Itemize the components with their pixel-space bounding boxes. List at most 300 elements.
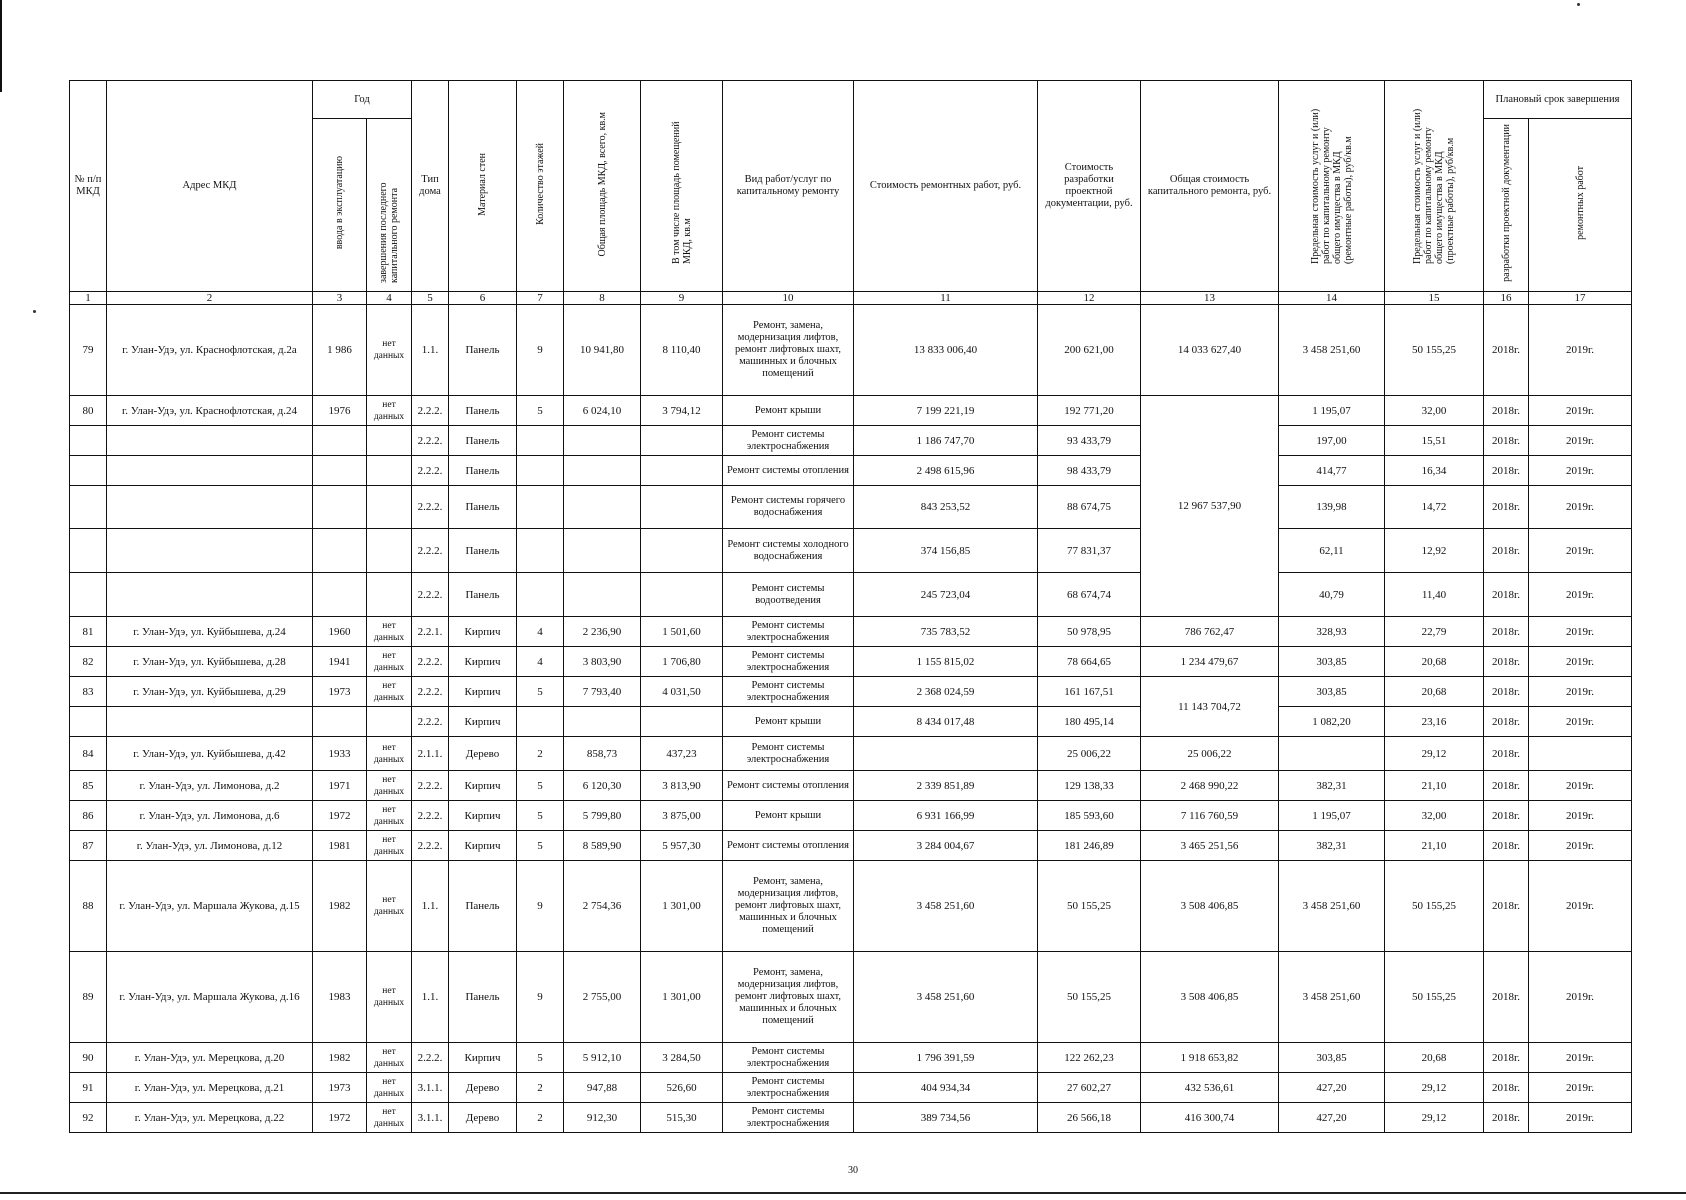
column-number: 10 — [723, 292, 854, 305]
cell-year-commission: 1982 — [313, 1043, 367, 1073]
cell-work-type: Ремонт системы горячего водоснабжения — [723, 486, 854, 529]
cell-design-cost: 192 771,20 — [1038, 396, 1141, 426]
cell-total-area: 6 120,30 — [564, 771, 641, 801]
scan-speck — [1577, 3, 1580, 6]
cell-premises-area: 3 284,50 — [641, 1043, 723, 1073]
cell-year-commission — [313, 456, 367, 486]
cell-total-area — [564, 529, 641, 573]
cell-total-cost: 416 300,74 — [1141, 1103, 1279, 1133]
table-row — [70, 737, 1632, 771]
cell-year-commission: 1960 — [313, 617, 367, 647]
cell-house-type: 2.2.2. — [412, 529, 449, 573]
cell-limit-design: 14,72 — [1385, 486, 1484, 529]
cell-total-cost: 12 967 537,90 — [1141, 396, 1279, 617]
table-row — [70, 456, 1632, 486]
cell-premises-area — [641, 707, 723, 737]
cell-address: г. Улан-Удэ, ул. Краснофлотская, д.2а — [107, 305, 313, 396]
cell-deadline-repair: 2019г. — [1529, 861, 1632, 952]
repair-program-table — [69, 80, 1632, 1133]
cell-wall-material: Панель — [449, 573, 517, 617]
cell-floors: 9 — [517, 305, 564, 396]
cell-num — [70, 529, 107, 573]
cell-wall-material: Панель — [449, 952, 517, 1043]
table-row — [70, 1103, 1632, 1133]
cell-deadline-repair: 2019г. — [1529, 707, 1632, 737]
cell-year-commission — [313, 486, 367, 529]
cell-limit-repair: 40,79 — [1279, 573, 1385, 617]
cell-year-last-repair: нет данных — [367, 1073, 412, 1103]
cell-wall-material: Кирпич — [449, 617, 517, 647]
cell-repair-cost: 389 734,56 — [854, 1103, 1038, 1133]
cell-deadline-repair: 2019г. — [1529, 305, 1632, 396]
scan-edge-mark — [0, 1192, 1686, 1194]
cell-house-type: 2.1.1. — [412, 737, 449, 771]
cell-year-commission — [313, 529, 367, 573]
cell-total-area — [564, 456, 641, 486]
cell-design-cost: 68 674,74 — [1038, 573, 1141, 617]
cell-address: г. Улан-Удэ, ул. Куйбышева, д.24 — [107, 617, 313, 647]
cell-floors: 5 — [517, 396, 564, 426]
table-row — [70, 573, 1632, 617]
cell-house-type: 2.2.2. — [412, 456, 449, 486]
cell-repair-cost: 3 458 251,60 — [854, 861, 1038, 952]
cell-limit-design: 50 155,25 — [1385, 952, 1484, 1043]
cell-deadline-design: 2018г. — [1484, 426, 1529, 456]
cell-premises-area — [641, 426, 723, 456]
cell-work-type: Ремонт, замена, модернизация лифтов, ремонт лифтовых шахт, машинных и блочных помещений — [723, 861, 854, 952]
cell-house-type: 1.1. — [412, 305, 449, 396]
cell-deadline-repair: 2019г. — [1529, 426, 1632, 456]
cell-house-type: 2.2.1. — [412, 617, 449, 647]
cell-deadline-design: 2018г. — [1484, 617, 1529, 647]
cell-house-type: 1.1. — [412, 861, 449, 952]
table-body — [70, 305, 1632, 1133]
cell-total-cost: 2 468 990,22 — [1141, 771, 1279, 801]
cell-house-type: 2.2.2. — [412, 647, 449, 677]
column-number: 6 — [449, 292, 517, 305]
cell-address: г. Улан-Удэ, ул. Куйбышева, д.42 — [107, 737, 313, 771]
cell-year-last-repair: нет данных — [367, 396, 412, 426]
column-numbers-row — [70, 292, 1632, 305]
cell-limit-repair: 1 195,07 — [1279, 396, 1385, 426]
cell-house-type: 3.1.1. — [412, 1103, 449, 1133]
cell-year-commission: 1983 — [313, 952, 367, 1043]
cell-deadline-repair: 2019г. — [1529, 617, 1632, 647]
cell-year-commission: 1933 — [313, 737, 367, 771]
cell-premises-area: 437,23 — [641, 737, 723, 771]
cell-work-type: Ремонт крыши — [723, 707, 854, 737]
cell-total-area: 7 793,40 — [564, 677, 641, 707]
table-row — [70, 305, 1632, 396]
cell-wall-material: Панель — [449, 396, 517, 426]
cell-num: 91 — [70, 1073, 107, 1103]
cell-year-commission — [313, 573, 367, 617]
cell-premises-area: 3 875,00 — [641, 801, 723, 831]
cell-repair-cost: 3 458 251,60 — [854, 952, 1038, 1043]
cell-address — [107, 573, 313, 617]
cell-deadline-repair: 2019г. — [1529, 529, 1632, 573]
cell-total-cost: 14 033 627,40 — [1141, 305, 1279, 396]
cell-limit-repair: 382,31 — [1279, 831, 1385, 861]
header-deadline-repair: ремонтных работ — [1529, 119, 1632, 292]
cell-deadline-design: 2018г. — [1484, 737, 1529, 771]
header-wall-material: Материал стен — [449, 81, 517, 292]
cell-total-area: 8 589,90 — [564, 831, 641, 861]
cell-work-type: Ремонт, замена, модернизация лифтов, ремонт лифтовых шахт, машинных и блочных помещений — [723, 952, 854, 1043]
cell-floors: 5 — [517, 677, 564, 707]
cell-repair-cost: 13 833 006,40 — [854, 305, 1038, 396]
cell-limit-repair — [1279, 737, 1385, 771]
cell-limit-design: 20,68 — [1385, 1043, 1484, 1073]
cell-year-last-repair: нет данных — [367, 1103, 412, 1133]
header-limit-repair: Предельная стоимость услуг и (или) работ по капитальному ремонту общего имущества в МКД (ремонтные работы), руб/кв.м — [1279, 81, 1385, 292]
cell-total-cost: 1 918 653,82 — [1141, 1043, 1279, 1073]
table-row — [70, 617, 1632, 647]
cell-wall-material: Панель — [449, 529, 517, 573]
cell-wall-material: Кирпич — [449, 1043, 517, 1073]
cell-address: г. Улан-Удэ, ул. Краснофлотская, д.24 — [107, 396, 313, 426]
cell-floors: 4 — [517, 647, 564, 677]
cell-total-area: 2 755,00 — [564, 952, 641, 1043]
cell-wall-material: Кирпич — [449, 771, 517, 801]
table-row — [70, 426, 1632, 456]
cell-work-type: Ремонт системы отопления — [723, 831, 854, 861]
cell-work-type: Ремонт системы отопления — [723, 456, 854, 486]
cell-limit-design: 21,10 — [1385, 771, 1484, 801]
cell-total-cost: 25 006,22 — [1141, 737, 1279, 771]
cell-repair-cost: 1 796 391,59 — [854, 1043, 1038, 1073]
cell-design-cost: 129 138,33 — [1038, 771, 1141, 801]
cell-total-area: 3 803,90 — [564, 647, 641, 677]
cell-address: г. Улан-Удэ, ул. Мерецкова, д.21 — [107, 1073, 313, 1103]
cell-num: 90 — [70, 1043, 107, 1073]
cell-work-type: Ремонт системы электроснабжения — [723, 617, 854, 647]
cell-limit-design: 32,00 — [1385, 396, 1484, 426]
cell-total-area: 912,30 — [564, 1103, 641, 1133]
cell-deadline-design: 2018г. — [1484, 801, 1529, 831]
cell-num — [70, 707, 107, 737]
header-repair-cost: Стоимость ремонтных работ, руб. — [854, 81, 1038, 292]
header-year-commission: ввода в эксплуатацию — [313, 119, 367, 292]
cell-limit-repair: 414,77 — [1279, 456, 1385, 486]
column-number: 2 — [107, 292, 313, 305]
cell-year-last-repair — [367, 486, 412, 529]
cell-limit-repair: 139,98 — [1279, 486, 1385, 529]
cell-total-area — [564, 426, 641, 456]
cell-repair-cost: 1 186 747,70 — [854, 426, 1038, 456]
cell-limit-repair: 303,85 — [1279, 647, 1385, 677]
header-year: Год — [313, 81, 412, 119]
header-total-area: Общая площадь МКД, всего, кв.м — [564, 81, 641, 292]
cell-year-commission: 1941 — [313, 647, 367, 677]
cell-repair-cost: 6 931 166,99 — [854, 801, 1038, 831]
cell-year-commission: 1973 — [313, 1073, 367, 1103]
cell-premises-area: 1 501,60 — [641, 617, 723, 647]
cell-work-type: Ремонт, замена, модернизация лифтов, ремонт лифтовых шахт, машинных и блочных помещений — [723, 305, 854, 396]
cell-limit-design: 20,68 — [1385, 647, 1484, 677]
cell-deadline-repair: 2019г. — [1529, 573, 1632, 617]
cell-deadline-repair: 2019г. — [1529, 486, 1632, 529]
table-row — [70, 952, 1632, 1043]
column-number: 16 — [1484, 292, 1529, 305]
cell-premises-area: 1 706,80 — [641, 647, 723, 677]
cell-address: г. Улан-Удэ, ул. Лимонова, д.2 — [107, 771, 313, 801]
cell-deadline-repair: 2019г. — [1529, 831, 1632, 861]
cell-design-cost: 50 155,25 — [1038, 952, 1141, 1043]
cell-year-last-repair — [367, 426, 412, 456]
column-number: 11 — [854, 292, 1038, 305]
table-row — [70, 707, 1632, 737]
cell-floors — [517, 426, 564, 456]
cell-design-cost: 78 664,65 — [1038, 647, 1141, 677]
cell-wall-material: Кирпич — [449, 647, 517, 677]
cell-limit-design: 22,79 — [1385, 617, 1484, 647]
cell-limit-design: 29,12 — [1385, 737, 1484, 771]
cell-design-cost: 93 433,79 — [1038, 426, 1141, 456]
table-row — [70, 771, 1632, 801]
cell-limit-repair: 328,93 — [1279, 617, 1385, 647]
cell-address: г. Улан-Удэ, ул. Маршала Жукова, д.16 — [107, 952, 313, 1043]
cell-total-cost: 3 508 406,85 — [1141, 952, 1279, 1043]
cell-house-type: 2.2.2. — [412, 396, 449, 426]
cell-premises-area: 5 957,30 — [641, 831, 723, 861]
cell-design-cost: 27 602,27 — [1038, 1073, 1141, 1103]
cell-limit-design: 32,00 — [1385, 801, 1484, 831]
cell-repair-cost: 735 783,52 — [854, 617, 1038, 647]
cell-total-cost: 1 234 479,67 — [1141, 647, 1279, 677]
cell-house-type: 2.2.2. — [412, 831, 449, 861]
table-row — [70, 801, 1632, 831]
cell-deadline-repair: 2019г. — [1529, 396, 1632, 426]
cell-deadline-design: 2018г. — [1484, 1103, 1529, 1133]
cell-design-cost: 88 674,75 — [1038, 486, 1141, 529]
column-number: 9 — [641, 292, 723, 305]
cell-repair-cost: 8 434 017,48 — [854, 707, 1038, 737]
cell-limit-design: 11,40 — [1385, 573, 1484, 617]
cell-floors — [517, 529, 564, 573]
cell-wall-material: Кирпич — [449, 831, 517, 861]
cell-year-last-repair: нет данных — [367, 677, 412, 707]
cell-num: 92 — [70, 1103, 107, 1133]
cell-floors: 2 — [517, 737, 564, 771]
cell-limit-repair: 62,11 — [1279, 529, 1385, 573]
cell-limit-design: 23,16 — [1385, 707, 1484, 737]
cell-deadline-design: 2018г. — [1484, 529, 1529, 573]
cell-deadline-design: 2018г. — [1484, 573, 1529, 617]
cell-wall-material: Дерево — [449, 1103, 517, 1133]
cell-address — [107, 529, 313, 573]
cell-num: 89 — [70, 952, 107, 1043]
cell-year-last-repair: нет данных — [367, 861, 412, 952]
cell-premises-area: 8 110,40 — [641, 305, 723, 396]
scan-edge-mark — [0, 0, 2, 92]
cell-deadline-design: 2018г. — [1484, 861, 1529, 952]
cell-total-area: 5 799,80 — [564, 801, 641, 831]
cell-year-last-repair: нет данных — [367, 305, 412, 396]
cell-house-type: 1.1. — [412, 952, 449, 1043]
cell-limit-repair: 1 082,20 — [1279, 707, 1385, 737]
cell-premises-area — [641, 456, 723, 486]
cell-repair-cost: 1 155 815,02 — [854, 647, 1038, 677]
table-row — [70, 831, 1632, 861]
cell-address — [107, 486, 313, 529]
cell-wall-material: Панель — [449, 456, 517, 486]
cell-total-cost: 3 465 251,56 — [1141, 831, 1279, 861]
cell-year-commission: 1981 — [313, 831, 367, 861]
cell-limit-repair: 3 458 251,60 — [1279, 861, 1385, 952]
cell-year-last-repair — [367, 707, 412, 737]
table-row — [70, 1073, 1632, 1103]
cell-limit-design: 29,12 — [1385, 1103, 1484, 1133]
cell-limit-design: 50 155,25 — [1385, 305, 1484, 396]
cell-deadline-design: 2018г. — [1484, 305, 1529, 396]
cell-num: 87 — [70, 831, 107, 861]
cell-deadline-design: 2018г. — [1484, 831, 1529, 861]
cell-total-cost: 11 143 704,72 — [1141, 677, 1279, 737]
cell-repair-cost: 2 339 851,89 — [854, 771, 1038, 801]
cell-premises-area — [641, 529, 723, 573]
cell-deadline-design: 2018г. — [1484, 1043, 1529, 1073]
cell-premises-area: 1 301,00 — [641, 861, 723, 952]
cell-wall-material: Панель — [449, 426, 517, 456]
cell-limit-repair: 3 458 251,60 — [1279, 305, 1385, 396]
cell-limit-repair: 303,85 — [1279, 677, 1385, 707]
cell-limit-repair: 303,85 — [1279, 1043, 1385, 1073]
cell-deadline-design: 2018г. — [1484, 952, 1529, 1043]
cell-deadline-repair: 2019г. — [1529, 771, 1632, 801]
cell-work-type: Ремонт системы отопления — [723, 771, 854, 801]
column-number: 15 — [1385, 292, 1484, 305]
header-deadline-design: разработки проектной документации — [1484, 119, 1529, 292]
cell-design-cost: 185 593,60 — [1038, 801, 1141, 831]
header-limit-design: Предельная стоимость услуг и (или) работ по капитальному ремонту общего имущества в МКД (проектные работы), руб/кв.м — [1385, 81, 1484, 292]
cell-work-type: Ремонт системы электроснабжения — [723, 1043, 854, 1073]
column-number: 14 — [1279, 292, 1385, 305]
cell-limit-repair: 3 458 251,60 — [1279, 952, 1385, 1043]
column-number: 1 — [70, 292, 107, 305]
cell-num — [70, 456, 107, 486]
cell-limit-repair: 197,00 — [1279, 426, 1385, 456]
cell-num — [70, 486, 107, 529]
table-row — [70, 529, 1632, 573]
cell-total-area: 2 754,36 — [564, 861, 641, 952]
header-premises-area: В том числе площадь помещений МКД, кв.м — [641, 81, 723, 292]
cell-address: г. Улан-Удэ, ул. Мерецкова, д.22 — [107, 1103, 313, 1133]
cell-repair-cost: 245 723,04 — [854, 573, 1038, 617]
cell-wall-material: Кирпич — [449, 677, 517, 707]
cell-year-last-repair: нет данных — [367, 771, 412, 801]
cell-repair-cost: 2 498 615,96 — [854, 456, 1038, 486]
cell-address — [107, 707, 313, 737]
cell-address: г. Улан-Удэ, ул. Мерецкова, д.20 — [107, 1043, 313, 1073]
cell-wall-material: Кирпич — [449, 707, 517, 737]
cell-work-type: Ремонт системы холодного водоснабжения — [723, 529, 854, 573]
cell-house-type: 2.2.2. — [412, 801, 449, 831]
cell-total-area: 6 024,10 — [564, 396, 641, 426]
cell-year-commission: 1971 — [313, 771, 367, 801]
cell-design-cost: 25 006,22 — [1038, 737, 1141, 771]
cell-deadline-design: 2018г. — [1484, 456, 1529, 486]
cell-floors: 2 — [517, 1103, 564, 1133]
cell-total-cost: 3 508 406,85 — [1141, 861, 1279, 952]
cell-year-last-repair: нет данных — [367, 1043, 412, 1073]
scan-speck — [33, 310, 36, 313]
cell-total-area: 2 236,90 — [564, 617, 641, 647]
cell-total-cost: 7 116 760,59 — [1141, 801, 1279, 831]
cell-design-cost: 50 978,95 — [1038, 617, 1141, 647]
cell-num: 82 — [70, 647, 107, 677]
cell-house-type: 2.2.2. — [412, 573, 449, 617]
cell-repair-cost: 374 156,85 — [854, 529, 1038, 573]
cell-work-type: Ремонт крыши — [723, 396, 854, 426]
cell-work-type: Ремонт крыши — [723, 801, 854, 831]
cell-year-commission: 1982 — [313, 861, 367, 952]
cell-design-cost: 180 495,14 — [1038, 707, 1141, 737]
cell-floors — [517, 456, 564, 486]
cell-total-area: 10 941,80 — [564, 305, 641, 396]
cell-premises-area — [641, 573, 723, 617]
header-num: № п/п МКД — [70, 81, 107, 292]
cell-house-type: 2.2.2. — [412, 707, 449, 737]
cell-wall-material: Панель — [449, 486, 517, 529]
cell-design-cost: 200 621,00 — [1038, 305, 1141, 396]
cell-work-type: Ремонт системы электроснабжения — [723, 426, 854, 456]
cell-deadline-repair: 2019г. — [1529, 677, 1632, 707]
cell-total-area: 5 912,10 — [564, 1043, 641, 1073]
cell-design-cost: 181 246,89 — [1038, 831, 1141, 861]
cell-year-last-repair: нет данных — [367, 952, 412, 1043]
cell-year-last-repair: нет данных — [367, 647, 412, 677]
cell-deadline-repair: 2019г. — [1529, 647, 1632, 677]
cell-num: 88 — [70, 861, 107, 952]
cell-house-type: 3.1.1. — [412, 1073, 449, 1103]
cell-repair-cost: 3 284 004,67 — [854, 831, 1038, 861]
column-number: 12 — [1038, 292, 1141, 305]
cell-year-commission: 1 986 — [313, 305, 367, 396]
header-house-type: Тип дома — [412, 81, 449, 292]
cell-deadline-repair: 2019г. — [1529, 801, 1632, 831]
cell-year-last-repair — [367, 529, 412, 573]
table-row — [70, 1043, 1632, 1073]
table-row — [70, 677, 1632, 707]
cell-house-type: 2.2.2. — [412, 426, 449, 456]
table-row — [70, 861, 1632, 952]
header-deadline: Плановый срок завершения — [1484, 81, 1632, 119]
table-header — [70, 81, 1632, 305]
cell-num: 80 — [70, 396, 107, 426]
cell-num: 84 — [70, 737, 107, 771]
cell-floors: 5 — [517, 1043, 564, 1073]
cell-floors: 5 — [517, 801, 564, 831]
cell-floors: 2 — [517, 1073, 564, 1103]
cell-year-commission: 1973 — [313, 677, 367, 707]
cell-year-last-repair: нет данных — [367, 801, 412, 831]
cell-floors — [517, 486, 564, 529]
cell-total-cost: 786 762,47 — [1141, 617, 1279, 647]
column-number: 7 — [517, 292, 564, 305]
cell-year-commission — [313, 426, 367, 456]
cell-deadline-repair: 2019г. — [1529, 1103, 1632, 1133]
cell-total-area: 858,73 — [564, 737, 641, 771]
cell-year-commission: 1972 — [313, 1103, 367, 1133]
header-work-type: Вид работ/услуг по капитальному ремонту — [723, 81, 854, 292]
cell-work-type: Ремонт системы электроснабжения — [723, 647, 854, 677]
cell-year-commission — [313, 707, 367, 737]
cell-limit-repair: 427,20 — [1279, 1073, 1385, 1103]
cell-year-last-repair: нет данных — [367, 737, 412, 771]
cell-deadline-design: 2018г. — [1484, 647, 1529, 677]
table-row — [70, 647, 1632, 677]
